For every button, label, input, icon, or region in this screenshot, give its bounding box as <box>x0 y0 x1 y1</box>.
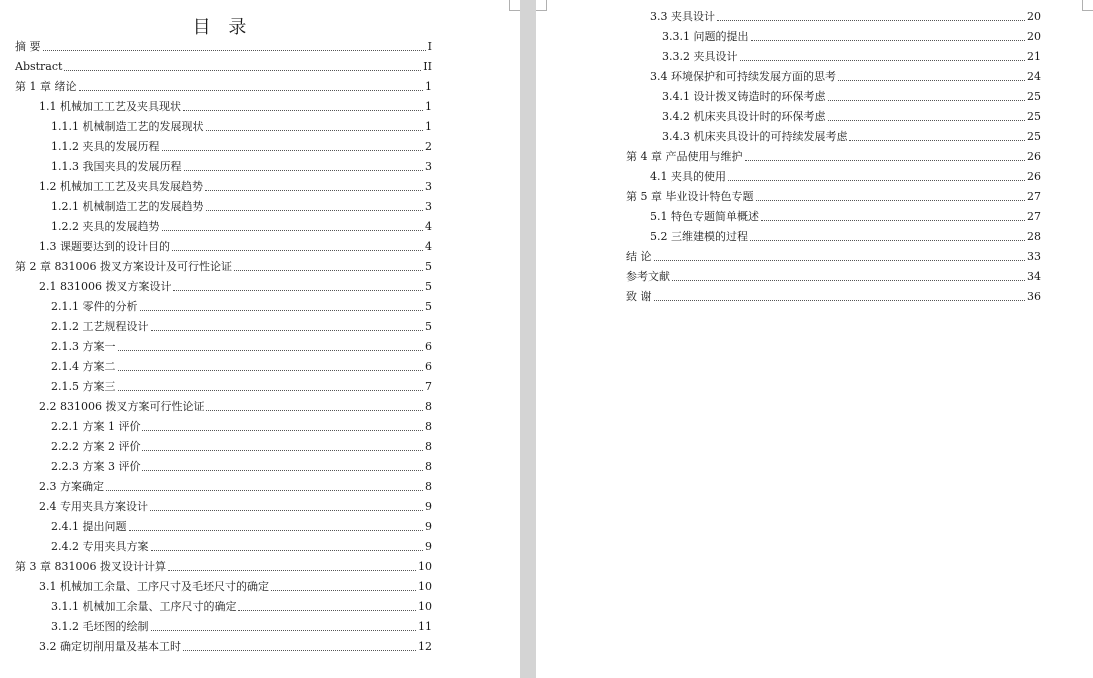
toc-list-right <box>626 7 1041 307</box>
toc-leader-dots <box>728 180 1025 181</box>
toc-entry-page: 4 <box>425 220 432 233</box>
toc-entry-page: I <box>427 40 432 53</box>
toc-entry-page: 20 <box>1027 10 1041 23</box>
toc-entry[interactable] <box>15 177 432 197</box>
toc-entry[interactable] <box>15 37 432 57</box>
toc-entry[interactable] <box>626 7 1041 27</box>
toc-entry-page: 2 <box>425 140 432 153</box>
toc-entry[interactable] <box>15 537 432 557</box>
toc-entry-title: 2.1.1 零件的分析 <box>51 300 138 313</box>
toc-entry-title: 1.2.1 机械制造工艺的发展趋势 <box>51 200 204 213</box>
document-page-left <box>0 0 520 678</box>
toc-entry-page: 1 <box>425 120 432 133</box>
toc-entry-page: 8 <box>425 460 432 473</box>
toc-entry-page: 34 <box>1027 270 1041 283</box>
toc-leader-dots <box>745 160 1026 161</box>
toc-entry[interactable] <box>626 207 1041 227</box>
toc-entry-title: 2.2.1 方案 1 评价 <box>51 420 141 433</box>
toc-entry-title: 2.1.4 方案二 <box>51 360 116 373</box>
toc-entry[interactable] <box>15 257 432 277</box>
toc-entry-title: 第 2 章 831006 拨叉方案设计及可行性论证 <box>15 260 232 273</box>
toc-entry[interactable] <box>626 167 1041 187</box>
toc-leader-dots <box>183 110 423 111</box>
page-corner-mark <box>1082 0 1093 11</box>
toc-leader-dots <box>64 70 421 71</box>
toc-entry-title: 1.1.1 机械制造工艺的发展现状 <box>51 120 204 133</box>
toc-entry-page: 3 <box>425 160 432 173</box>
toc-leader-dots <box>140 310 424 311</box>
toc-entry-page: 26 <box>1027 170 1041 183</box>
toc-leader-dots <box>129 530 424 531</box>
toc-leader-dots <box>740 60 1026 61</box>
toc-entry-page: 3 <box>425 200 432 213</box>
toc-leader-dots <box>142 470 423 471</box>
toc-entry[interactable] <box>626 67 1041 87</box>
toc-entry-title: 结 论 <box>626 250 652 263</box>
toc-leader-dots <box>183 650 416 651</box>
toc-leader-dots <box>118 370 424 371</box>
toc-entry[interactable] <box>15 457 432 477</box>
toc-entry-page: 25 <box>1027 90 1041 103</box>
toc-entry-page: 11 <box>418 620 432 633</box>
toc-entry-title: 3.3 夹具设计 <box>650 10 715 23</box>
toc-entry[interactable] <box>15 277 432 297</box>
toc-entry-title: 3.2 确定切削用量及基本工时 <box>39 640 181 653</box>
toc-entry-title: 3.1 机械加工余量、工序尺寸及毛坯尺寸的确定 <box>39 580 269 593</box>
toc-entry[interactable] <box>626 87 1041 107</box>
toc-entry-title: 2.1.5 方案三 <box>51 380 116 393</box>
toc-entry[interactable] <box>626 147 1041 167</box>
toc-leader-dots <box>206 210 424 211</box>
toc-entry-page: 27 <box>1027 190 1041 203</box>
toc-entry-title: 3.4.3 机床夹具设计的可持续发展考虑 <box>662 130 848 143</box>
toc-entry-page: 5 <box>425 300 432 313</box>
toc-entry-title: 3.4.2 机床夹具设计时的环保考虑 <box>662 110 826 123</box>
toc-entry-title: 致 谢 <box>626 290 652 303</box>
toc-entry-page: 12 <box>418 640 432 653</box>
toc-entry[interactable] <box>15 137 432 157</box>
toc-entry-page: 8 <box>425 440 432 453</box>
toc-list-left <box>15 37 432 657</box>
toc-entry-page: 3 <box>425 180 432 193</box>
toc-entry-title: 第 1 章 绪论 <box>15 80 77 93</box>
toc-entry-title: 1.3 课题要达到的设计目的 <box>39 240 170 253</box>
toc-leader-dots <box>750 240 1025 241</box>
toc-leader-dots <box>106 490 423 491</box>
toc-leader-dots <box>151 330 424 331</box>
toc-entry-title: 2.3 方案确定 <box>39 480 104 493</box>
toc-entry[interactable] <box>15 637 432 657</box>
toc-leader-dots <box>849 140 1025 141</box>
toc-leader-dots <box>654 260 1026 261</box>
toc-leader-dots <box>654 300 1026 301</box>
toc-leader-dots <box>118 350 424 351</box>
toc-entry[interactable] <box>626 187 1041 207</box>
toc-entry-page: 10 <box>418 580 432 593</box>
toc-leader-dots <box>162 150 424 151</box>
toc-leader-dots <box>150 510 423 511</box>
toc-entry[interactable] <box>626 47 1041 67</box>
toc-entry[interactable] <box>15 217 432 237</box>
toc-leader-dots <box>151 550 424 551</box>
toc-entry-page: 10 <box>418 560 432 573</box>
toc-entry-page: 20 <box>1027 30 1041 43</box>
toc-entry-title: 2.2.3 方案 3 评价 <box>51 460 141 473</box>
toc-entry-page: 9 <box>425 540 432 553</box>
document-page-right <box>536 0 1093 678</box>
toc-entry-page: 6 <box>425 360 432 373</box>
toc-leader-dots <box>234 270 423 271</box>
toc-entry[interactable] <box>626 127 1041 147</box>
toc-leader-dots <box>238 610 416 611</box>
toc-entry[interactable] <box>15 597 432 617</box>
toc-entry[interactable] <box>15 577 432 597</box>
toc-entry[interactable] <box>15 477 432 497</box>
toc-entry-title: 3.4.1 设计拨叉铸造时的环保考虑 <box>662 90 826 103</box>
toc-leader-dots <box>172 250 423 251</box>
page-corner-mark <box>509 0 520 11</box>
toc-entry-title: 2.2 831006 拨叉方案可行性论证 <box>39 400 205 413</box>
toc-entry-page: 25 <box>1027 130 1041 143</box>
toc-entry-page: 9 <box>425 500 432 513</box>
toc-entry-title: 2.1.3 方案一 <box>51 340 116 353</box>
toc-entry[interactable] <box>626 27 1041 47</box>
toc-entry-page: 33 <box>1027 250 1041 263</box>
toc-entry-page: 8 <box>425 420 432 433</box>
toc-entry-title: 3.4 环境保护和可持续发展方面的思考 <box>650 70 836 83</box>
toc-entry[interactable] <box>15 377 432 397</box>
toc-leader-dots <box>142 430 423 431</box>
toc-entry-page: 28 <box>1027 230 1041 243</box>
toc-entry[interactable] <box>15 317 432 337</box>
toc-entry-page: 5 <box>425 320 432 333</box>
toc-entry[interactable] <box>15 97 432 117</box>
toc-leader-dots <box>828 100 1026 101</box>
toc-entry-page: 9 <box>425 520 432 533</box>
toc-entry-title: 2.1.2 工艺规程设计 <box>51 320 149 333</box>
toc-entry[interactable] <box>15 497 432 517</box>
toc-entry-page: 6 <box>425 340 432 353</box>
toc-entry[interactable] <box>15 297 432 317</box>
toc-entry-title: 2.4.1 提出问题 <box>51 520 127 533</box>
toc-entry-page: 21 <box>1027 50 1041 63</box>
toc-entry-title: 5.2 三维建模的过程 <box>650 230 748 243</box>
toc-entry-title: 摘 要 <box>15 40 41 53</box>
toc-entry-page: 10 <box>418 600 432 613</box>
toc-entry-title: 3.3.2 夹具设计 <box>662 50 738 63</box>
toc-entry-title: 第 3 章 831006 拨叉设计计算 <box>15 560 166 573</box>
toc-leader-dots <box>672 280 1025 281</box>
toc-leader-dots <box>206 130 424 131</box>
toc-entry[interactable] <box>626 227 1041 247</box>
page-corner-mark <box>536 0 547 11</box>
toc-entry[interactable] <box>15 397 432 417</box>
toc-leader-dots <box>205 190 423 191</box>
toc-leader-dots <box>717 20 1025 21</box>
toc-entry-page: 8 <box>425 480 432 493</box>
toc-entry[interactable] <box>626 247 1041 267</box>
toc-leader-dots <box>79 90 424 91</box>
toc-entry-title: 参考文献 <box>626 270 670 283</box>
toc-entry[interactable] <box>15 437 432 457</box>
toc-entry-title: 5.1 特色专题简单概述 <box>650 210 759 223</box>
toc-leader-dots <box>168 570 416 571</box>
toc-entry-page: 1 <box>425 100 432 113</box>
toc-entry[interactable] <box>15 57 432 77</box>
toc-leader-dots <box>756 200 1026 201</box>
toc-entry-title: 1.1.3 我国夹具的发展历程 <box>51 160 182 173</box>
toc-entry[interactable] <box>15 337 432 357</box>
toc-leader-dots <box>751 40 1026 41</box>
toc-entry-page: 24 <box>1027 70 1041 83</box>
toc-entry[interactable] <box>15 157 432 177</box>
toc-entry-title: 第 4 章 产品使用与维护 <box>626 150 743 163</box>
toc-entry-title: 2.1 831006 拨叉方案设计 <box>39 280 172 293</box>
toc-leader-dots <box>828 120 1026 121</box>
toc-entry[interactable] <box>15 517 432 537</box>
toc-leader-dots <box>761 220 1025 221</box>
toc-entry-page: 36 <box>1027 290 1041 303</box>
toc-entry-title: 3.1.1 机械加工余量、工序尺寸的确定 <box>51 600 237 613</box>
toc-entry[interactable] <box>15 417 432 437</box>
page-gutter <box>520 0 536 678</box>
toc-entry-page: 7 <box>425 380 432 393</box>
toc-entry[interactable] <box>626 267 1041 287</box>
toc-entry-title: 3.3.1 问题的提出 <box>662 30 749 43</box>
toc-entry-title: 1.2 机械加工工艺及夹具发展趋势 <box>39 180 203 193</box>
toc-leader-dots <box>271 590 416 591</box>
toc-entry-page: II <box>423 60 432 73</box>
toc-leader-dots <box>151 630 417 631</box>
toc-leader-dots <box>206 410 423 411</box>
toc-leader-dots <box>43 50 426 51</box>
toc-leader-dots <box>184 170 424 171</box>
toc-leader-dots <box>162 230 424 231</box>
toc-entry[interactable] <box>15 357 432 377</box>
toc-entry-page: 26 <box>1027 150 1041 163</box>
toc-entry-title: 第 5 章 毕业设计特色专题 <box>626 190 754 203</box>
toc-entry[interactable] <box>15 77 432 97</box>
toc-entry-title: 1.2.2 夹具的发展趋势 <box>51 220 160 233</box>
toc-entry-title: 3.1.2 毛坯图的绘制 <box>51 620 149 633</box>
toc-leader-dots <box>173 290 423 291</box>
toc-entry-page: 5 <box>425 260 432 273</box>
toc-entry-page: 4 <box>425 240 432 253</box>
toc-entry-page: 8 <box>425 400 432 413</box>
toc-entry[interactable] <box>15 557 432 577</box>
toc-entry-title: 2.4.2 专用夹具方案 <box>51 540 149 553</box>
toc-leader-dots <box>142 450 423 451</box>
toc-title: 目 录 <box>192 17 253 38</box>
toc-leader-dots <box>118 390 424 391</box>
toc-entry-page: 25 <box>1027 110 1041 123</box>
toc-entry[interactable] <box>15 197 432 217</box>
toc-entry-title: 1.1 机械加工工艺及夹具现状 <box>39 100 181 113</box>
toc-entry[interactable] <box>15 617 432 637</box>
toc-entry[interactable] <box>626 107 1041 127</box>
toc-entry-title: 1.1.2 夹具的发展历程 <box>51 140 160 153</box>
toc-entry-title: 2.4 专用夹具方案设计 <box>39 500 148 513</box>
toc-entry-title: 4.1 夹具的使用 <box>650 170 726 183</box>
toc-entry[interactable] <box>15 237 432 257</box>
toc-entry[interactable] <box>15 117 432 137</box>
toc-entry-title: Abstract <box>15 60 63 73</box>
toc-entry[interactable] <box>626 287 1041 307</box>
toc-entry-page: 1 <box>425 80 432 93</box>
toc-entry-title: 2.2.2 方案 2 评价 <box>51 440 141 453</box>
toc-entry-page: 5 <box>425 280 432 293</box>
toc-leader-dots <box>838 80 1025 81</box>
toc-entry-page: 27 <box>1027 210 1041 223</box>
